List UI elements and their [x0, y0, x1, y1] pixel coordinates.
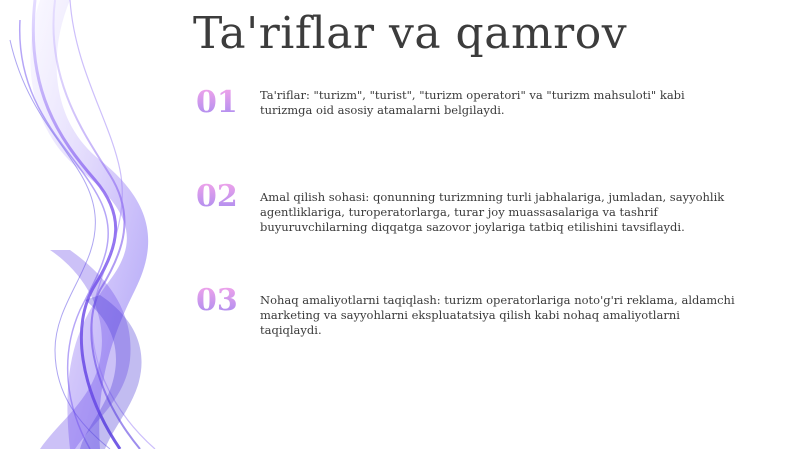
item-number: 01 — [196, 88, 248, 118]
item-number: 03 — [196, 286, 248, 316]
item-text: Ta'riflar: "turizm", "turist", "turizm operatori" va "turizm mahsuloti" kabi turizmga oid asosiy atamalarni belgilaydi. — [260, 88, 685, 117]
item-text: Nohaq amaliyotlarni taqiqlash: turizm operatorlariga noto'g'ri reklama, aldamchi marketing va sayyohlarni ekspluatatsiya qilish kabi nohaq amaliyotlarni taqiqlaydi. — [260, 293, 735, 337]
slide-title: Ta'riflar va qamrov — [193, 8, 628, 59]
purple-silk-ribbon-decoration — [0, 0, 190, 449]
item-number: 02 — [196, 182, 248, 212]
item-text: Amal qilish sohasi: qonunning turizmning turli jabhalariga, jumladan, sayyohlik agentliklariga, turoperatorlarga, turar joy muassasalariga va tashrif buyuruvchilarning diqqatga sazovor joylariga tatbiq etilishini tavsiflaydi. — [260, 190, 725, 234]
